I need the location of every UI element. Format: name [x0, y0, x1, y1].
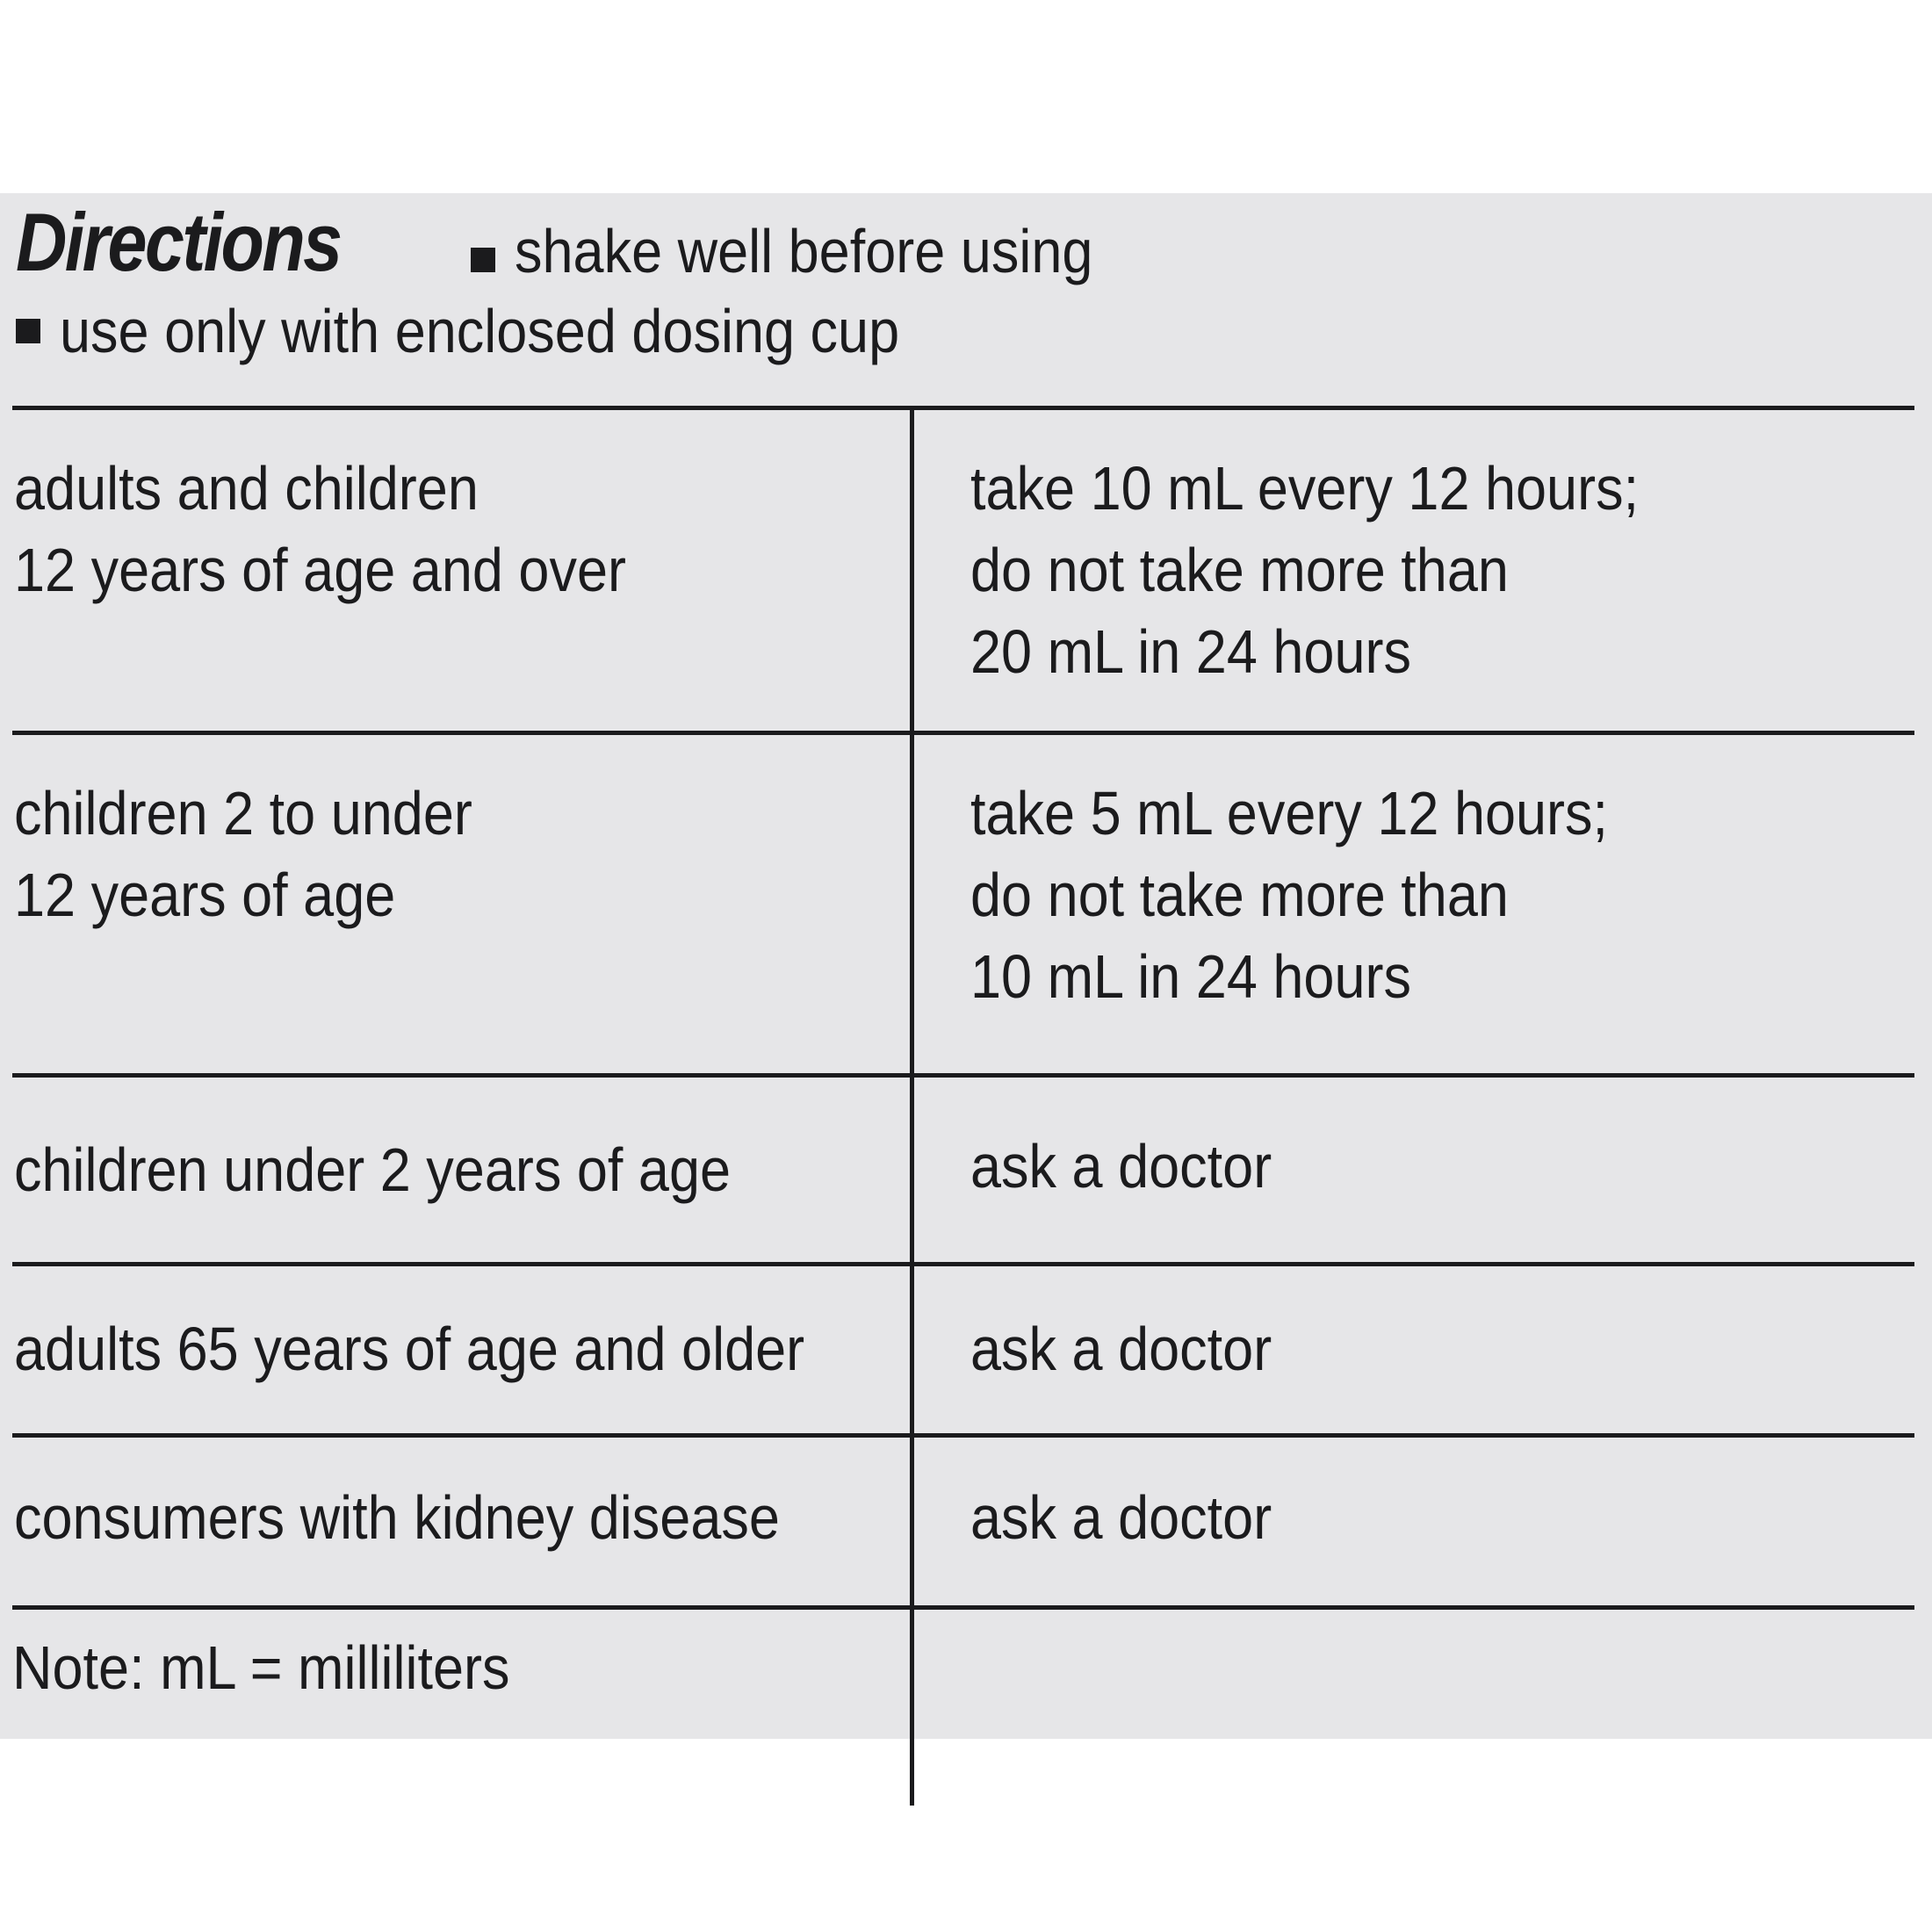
dose-line: ask a doctor [970, 1315, 1272, 1383]
dose-line: 20 mL in 24 hours [970, 617, 1411, 686]
group-line: children under 2 years of age [14, 1135, 732, 1204]
group-line: 12 years of age [14, 861, 396, 929]
table-row-group-cell [14, 1308, 804, 1390]
row-divider [12, 1262, 1914, 1266]
square-bullet-icon [16, 319, 40, 343]
directions-panel [0, 193, 1932, 1739]
directions-heading: Directions [16, 196, 341, 288]
table-row-group-cell [14, 773, 472, 936]
row-divider [12, 1433, 1914, 1438]
group-line: children 2 to under [14, 779, 472, 847]
instruction-dosing-cup: use only with enclosed dosing cup [60, 297, 900, 365]
instruction-line-2 [16, 292, 1913, 371]
table-row-dose-cell [970, 773, 1608, 1018]
row-divider [12, 731, 1914, 735]
dose-line: ask a doctor [970, 1483, 1272, 1552]
dose-line: take 5 mL every 12 hours; [970, 779, 1609, 847]
dose-line: ask a doctor [970, 1132, 1272, 1200]
dose-line: do not take more than [970, 536, 1509, 604]
table-row-group-cell [14, 448, 626, 611]
table-top-rule [12, 406, 1914, 410]
table-row-dose-cell [970, 1477, 1272, 1559]
dose-line: take 10 mL every 12 hours; [970, 454, 1640, 523]
table-row-group-cell [14, 1477, 780, 1559]
table-row-dose-cell [970, 1308, 1272, 1390]
instruction-shake: shake well before using [515, 217, 1093, 285]
table-bottom-rule [12, 1605, 1914, 1610]
units-note: Note: mL = milliliters [12, 1633, 510, 1702]
table-row-dose-cell [970, 1126, 1272, 1208]
dose-line: 10 mL in 24 hours [970, 942, 1411, 1011]
row-divider [12, 1073, 1914, 1078]
table-row-group-cell [14, 1129, 731, 1211]
square-bullet-icon [471, 248, 495, 272]
table-row-dose-cell [970, 448, 1639, 693]
group-line: adults and children [14, 454, 479, 523]
group-line: 12 years of age and over [14, 536, 626, 604]
group-line: consumers with kidney disease [14, 1483, 780, 1552]
directions-headline [16, 198, 1913, 286]
group-line: adults 65 years of age and older [14, 1315, 805, 1383]
dose-line: do not take more than [970, 861, 1509, 929]
column-divider [910, 407, 914, 1806]
